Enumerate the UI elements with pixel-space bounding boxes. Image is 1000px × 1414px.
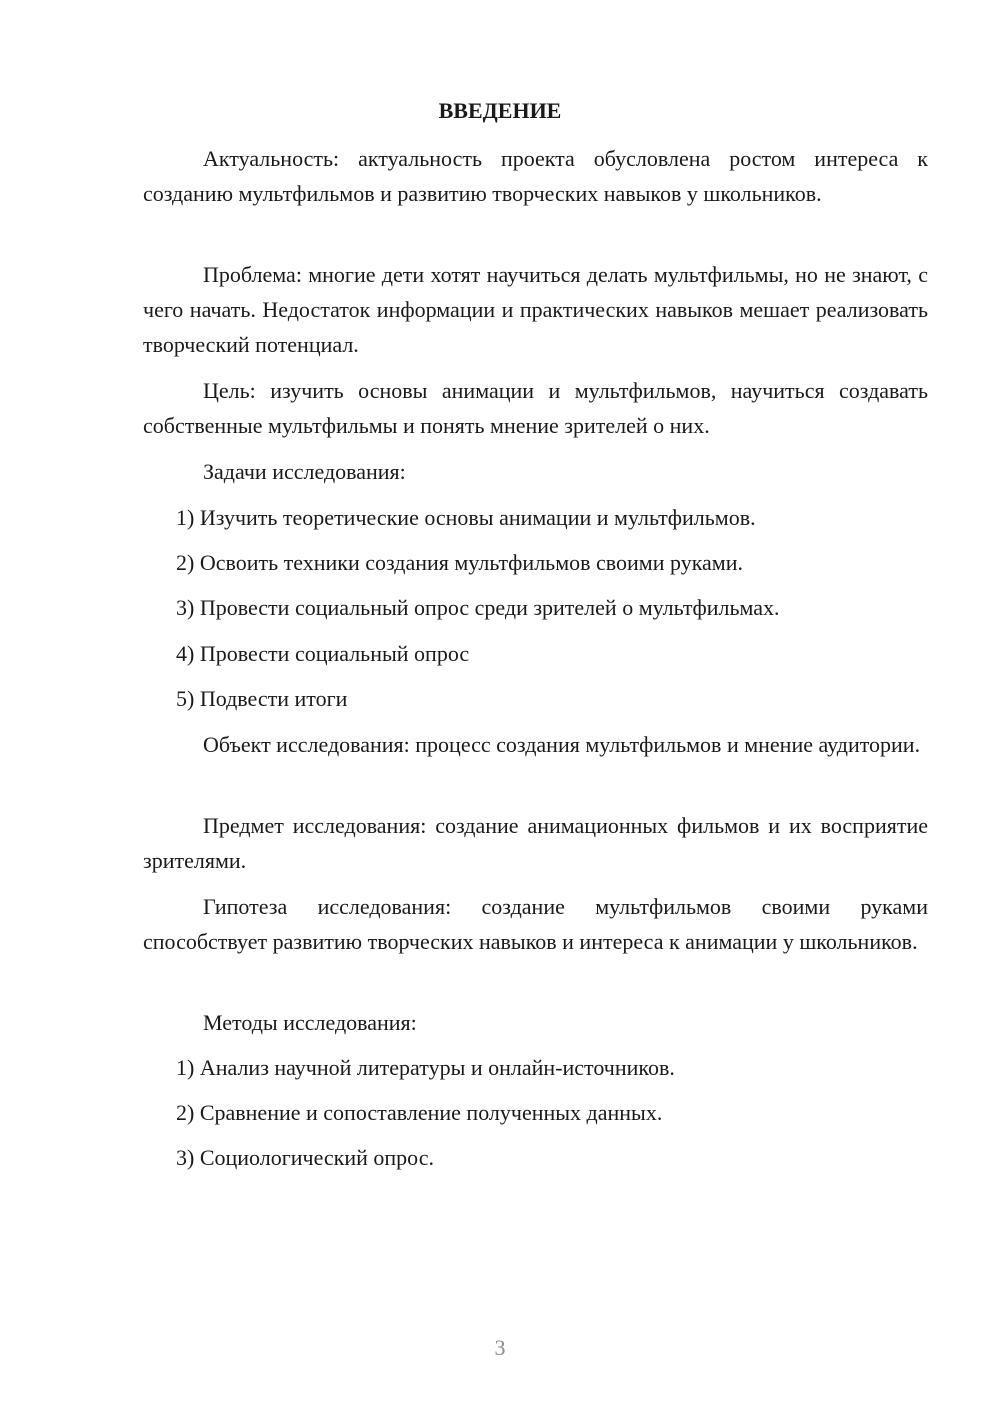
task-item: 1) Изучить теоретические основы анимации и мультфильмов. bbox=[176, 505, 756, 530]
subject-paragraph: Предмет исследования: создание анимационных фильмов и их восприятие зрителями. bbox=[143, 813, 928, 873]
problem-paragraph: Проблема: многие дети хотят научиться делать мультфильмы, но не знают, с чего начать. Недостаток информации и практических навыков мешает реализовать творческий потенциал. bbox=[143, 262, 928, 357]
task-item: 4) Провести социальный опрос bbox=[176, 641, 470, 666]
task-item: 2) Освоить техники создания мультфильмов своими руками. bbox=[176, 550, 744, 575]
object-paragraph: Объект исследования: процесс создания мультфильмов и мнение аудитории. bbox=[203, 732, 921, 757]
task-item: 5) Подвести итоги bbox=[176, 686, 348, 711]
method-item: 1) Анализ научной литературы и онлайн-источников. bbox=[176, 1055, 675, 1080]
page-number: 3 bbox=[494, 1335, 506, 1360]
goal-paragraph: Цель: изучить основы анимации и мультфильмов, научиться создавать собственные мультфильмы и понять мнение зрителей о них. bbox=[143, 378, 928, 438]
hypothesis-paragraph: Гипотеза исследования: создание мультфильмов своими руками способствует развитию творческих навыков и интереса к анимации у школьников. bbox=[143, 894, 928, 954]
relevance-paragraph: Актуальность: актуальность проекта обусловлена ростом интереса к созданию мультфильмов и развитию творческих навыков у школьников. bbox=[143, 146, 928, 206]
tasks-heading: Задачи исследования: bbox=[203, 459, 406, 484]
method-item: 2) Сравнение и сопоставление полученных данных. bbox=[176, 1100, 663, 1125]
section-heading: ВВЕДЕНИЕ bbox=[438, 98, 562, 123]
task-item: 3) Провести социальный опрос среди зрителей о мультфильмах. bbox=[176, 595, 780, 620]
methods-heading: Методы исследования: bbox=[203, 1010, 417, 1035]
method-item: 3) Социологический опрос. bbox=[176, 1145, 434, 1170]
